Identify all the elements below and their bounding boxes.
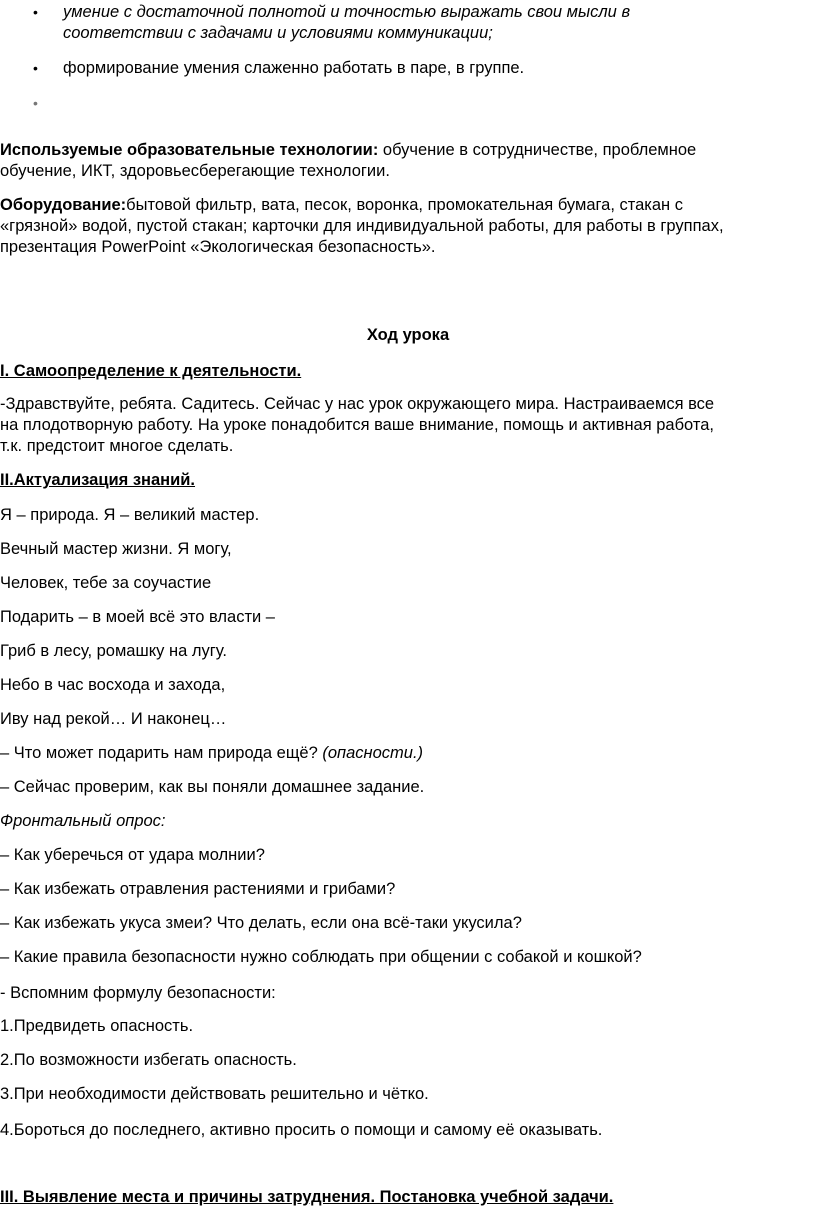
equipment-text: презентация PowerPoint «Экологическая безопасность». bbox=[0, 238, 436, 256]
lesson-title: Ход урока bbox=[366, 326, 450, 344]
poem-line: Гриб в лесу, ромашку на лугу. bbox=[0, 642, 227, 660]
poem-line: Небо в час восхода и захода, bbox=[0, 676, 226, 694]
question-line bbox=[0, 743, 806, 764]
formula-intro: - Вспомним формулу безопасности: bbox=[0, 984, 276, 1002]
section-1-heading: I. Самоопределение к деятельности. bbox=[0, 362, 302, 380]
survey-question: – Как избежать отравления растениями и грибами? bbox=[0, 880, 396, 898]
survey-question: – Какие правила безопасности нужно соблюдать при общении с собакой и кошкой? bbox=[0, 948, 642, 966]
bullet-text: формирование умения слаженно работать в паре, в группе. bbox=[63, 59, 525, 77]
section-3-heading: III. Выявление места и причины затруднения. Постановка учебной задачи. bbox=[0, 1188, 614, 1206]
paragraph-line bbox=[0, 140, 808, 161]
section-2-heading: II.Актуализация знаний. bbox=[0, 471, 196, 489]
bullet-dot: • bbox=[33, 4, 38, 20]
formula-item: 4.Бороться до последнего, активно просить о помощи и самому её оказывать. bbox=[0, 1121, 603, 1139]
paragraph-line: -Здравствуйте, ребята. Садитесь. Сейчас у нас урок окружающего мира. Настраиваемся все bbox=[0, 395, 715, 413]
poem-line: Человек, тебе за соучастие bbox=[0, 574, 212, 592]
bullet-dot: • bbox=[33, 95, 38, 111]
formula-item: 1.Предвидеть опасность. bbox=[0, 1017, 194, 1035]
question-answer: (опасности.) bbox=[322, 744, 424, 762]
technologies-text: обучение, ИКТ, здоровьесберегающие технологии. bbox=[0, 162, 390, 180]
survey-label: Фронтальный опрос: bbox=[0, 812, 166, 830]
equipment-paragraph bbox=[0, 195, 808, 258]
equipment-label: Оборудование: bbox=[0, 196, 127, 214]
paragraph-line: т.к. предстоит многое сделать. bbox=[0, 437, 234, 455]
poem-line: Вечный мастер жизни. Я могу, bbox=[0, 540, 232, 558]
technologies-paragraph bbox=[0, 140, 808, 182]
formula-item: 2.По возможности избегать опасность. bbox=[0, 1051, 297, 1069]
section-1-paragraph bbox=[0, 394, 808, 457]
survey-question: – Как уберечься от удара молнии? bbox=[0, 846, 265, 864]
poem-line: Иву над рекой… И наконец… bbox=[0, 710, 227, 728]
bullet-text-line: умение с достаточной полнотой и точностью выражать свои мысли в bbox=[63, 3, 631, 21]
homework-line: – Сейчас проверим, как вы поняли домашнее задание. bbox=[0, 778, 425, 796]
question-text: – Что может подарить нам природа ещё? bbox=[0, 744, 323, 762]
equipment-text: бытовой фильтр, вата, песок, воронка, промокательная бумага, стакан с bbox=[126, 196, 683, 214]
paragraph-line bbox=[0, 195, 808, 216]
paragraph-line: на плодотворную работу. На уроке понадобится ваше внимание, помощь и активная работа, bbox=[0, 416, 714, 434]
bullet-text bbox=[63, 2, 806, 44]
poem-line: Я – природа. Я – великий мастер. bbox=[0, 506, 260, 524]
poem-line: Подарить – в моей всё это власти – bbox=[0, 608, 275, 626]
formula-item: 3.При необходимости действовать решительно и чётко. bbox=[0, 1085, 429, 1103]
technologies-label: Используемые образовательные технологии: bbox=[0, 141, 379, 159]
survey-question: – Как избежать укуса змеи? Что делать, если она всё-таки укусила? bbox=[0, 914, 522, 932]
bullet-dot: • bbox=[33, 60, 38, 76]
technologies-text: обучение в сотрудничестве, проблемное bbox=[378, 141, 697, 159]
equipment-text: «грязной» водой, пустой стакан; карточки для индивидуальной работы, для работы в группах, bbox=[0, 217, 724, 235]
bullet-text-line: соответствии с задачами и условиями коммуникации; bbox=[63, 24, 493, 42]
